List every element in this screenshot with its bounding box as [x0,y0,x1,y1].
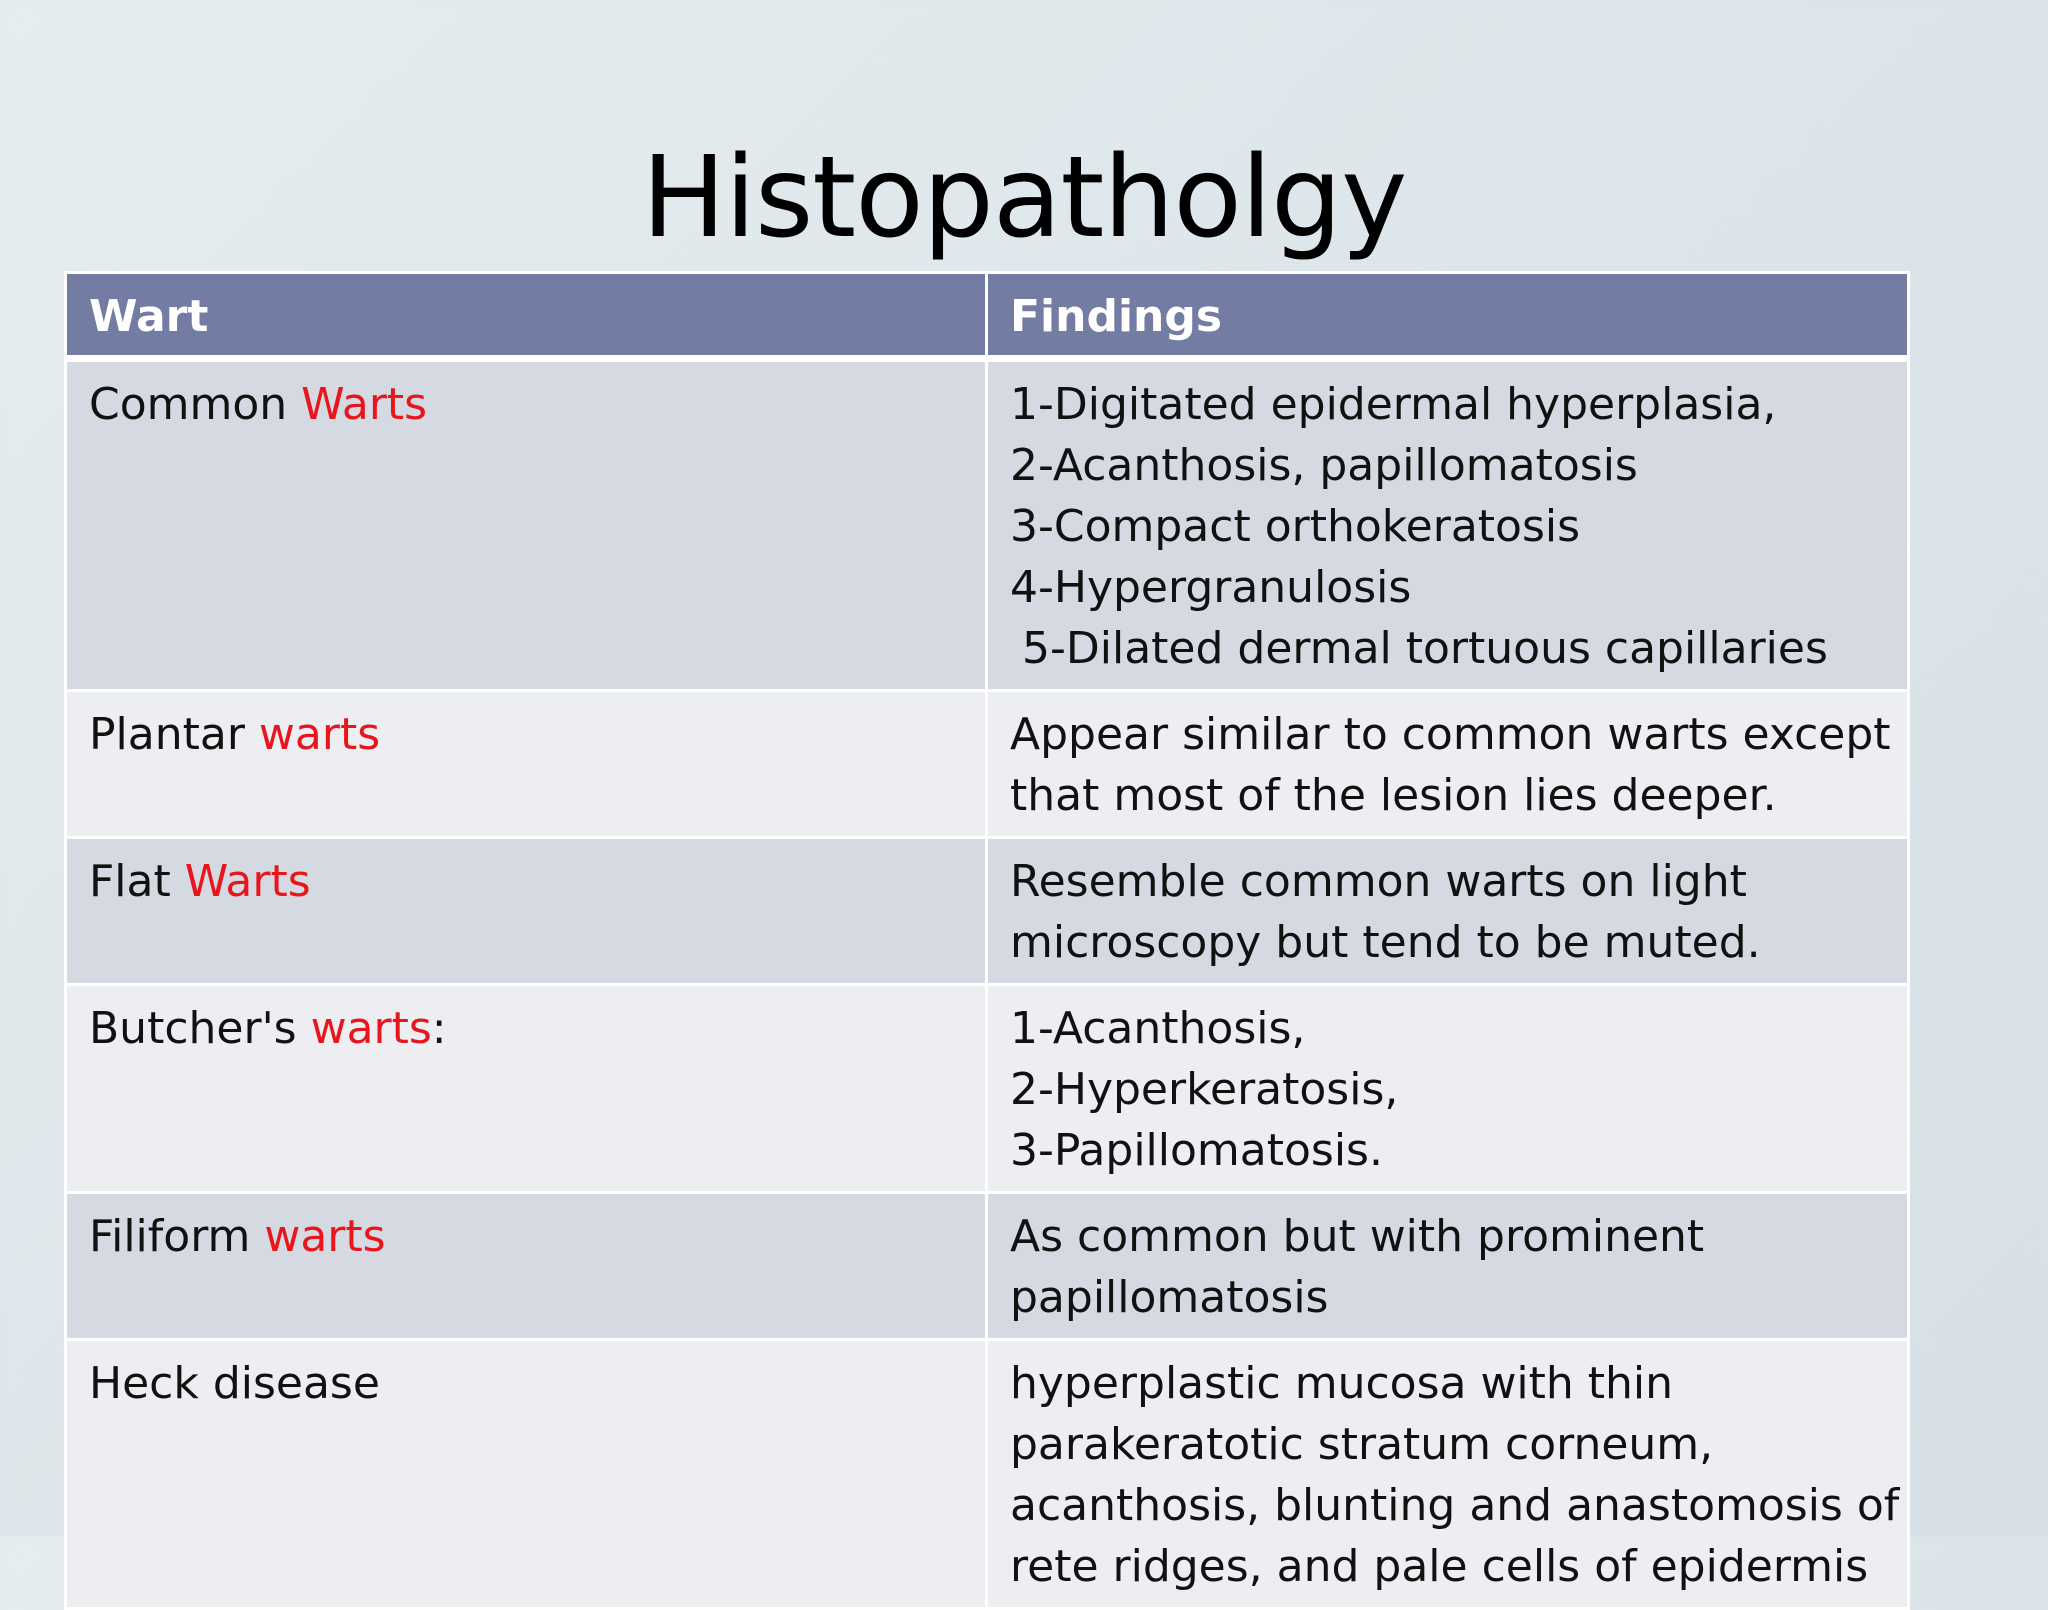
finding-line: that most of the lesion lies deeper. [1010,770,1777,821]
table-row [66,1193,1909,1340]
finding-line: 4-Hypergranulosis [1010,562,1412,613]
wart-cell [66,691,987,838]
histopathology-table [64,271,1910,1610]
table-row [66,691,1909,838]
table-row [66,838,1909,985]
findings-cell [987,838,1909,985]
finding-line: 3-Papillomatosis. [1010,1125,1383,1176]
finding-line: microscopy but tend to be muted. [1010,917,1761,968]
findings-cell [987,359,1909,691]
finding-line: hyperplastic mucosa with thin [1010,1358,1674,1409]
wart-highlight: warts [264,1211,386,1262]
findings-cell [987,1193,1909,1340]
finding-line: papillomatosis [1010,1272,1329,1323]
wart-cell [66,359,987,691]
findings-cell [987,985,1909,1193]
finding-line: acanthosis, blunting and anastomosis of [1010,1480,1900,1531]
table-header-row [66,273,1909,359]
wart-name: Butcher's [89,1003,311,1054]
finding-line: 3-Compact orthokeratosis [1010,501,1581,552]
slide-title: Histopatholgy [641,133,1407,263]
table-row [66,359,1909,691]
findings-cell [987,691,1909,838]
wart-cell [66,838,987,985]
wart-name: Plantar [89,709,259,760]
wart-highlight: Warts [184,856,311,907]
wart-name: Filiform [89,1211,265,1262]
finding-line: 5-Dilated dermal tortuous capillaries [1022,623,1828,674]
finding-line: rete ridges, and pale cells of epidermis [1010,1541,1869,1592]
finding-line: 1-Digitated epidermal hyperplasia, [1010,379,1777,430]
finding-line: 2-Acanthosis, papillomatosis [1010,440,1638,491]
finding-line: 1-Acanthosis, [1010,1003,1306,1054]
wart-cell [66,985,987,1193]
wart-name: Flat [89,856,185,907]
header-wart: Wart [66,273,987,359]
finding-line: Resemble common warts on light [1010,856,1747,907]
wart-name: Common [89,379,302,430]
table-row [66,985,1909,1193]
header-findings: Findings [987,273,1909,359]
finding-line: Appear similar to common warts except [1010,709,1891,760]
wart-highlight: Warts [301,379,428,430]
histopathology-table-container [64,271,1907,1592]
wart-highlight: warts [310,1003,432,1054]
wart-suffix: : [431,1003,447,1054]
findings-cell [987,1340,1909,1609]
finding-line: As common but with prominent [1010,1211,1705,1262]
wart-cell [66,1193,987,1340]
finding-line: parakeratotic stratum corneum, [1010,1419,1714,1470]
finding-line: 2-Hyperkeratosis, [1010,1064,1399,1115]
wart-cell [66,1340,987,1609]
wart-name: Heck disease [89,1358,380,1409]
table-row [66,1340,1909,1609]
wart-highlight: warts [258,709,381,760]
